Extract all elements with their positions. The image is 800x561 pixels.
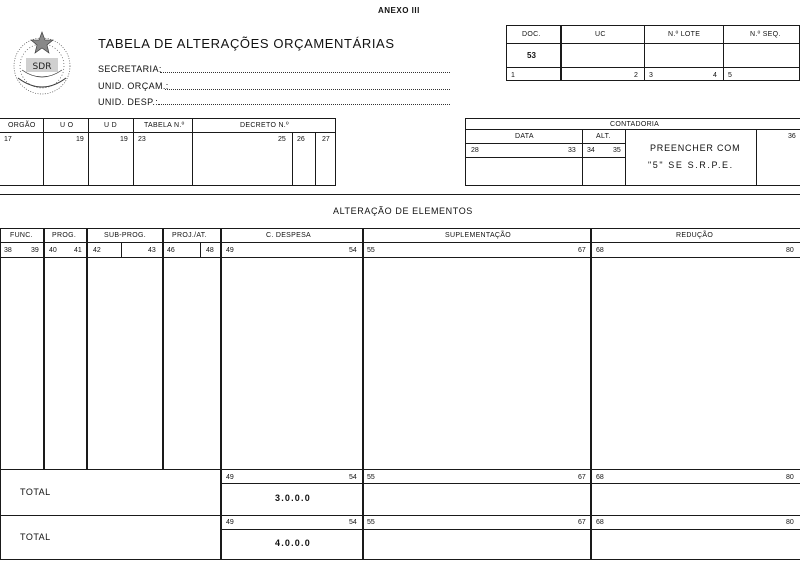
field-number: 3 [649,72,653,79]
field-number: 55 [367,247,375,254]
unid-orcam-label: UNID. ORÇAM.: [98,81,169,91]
prog-header: PROG. [52,232,77,239]
field-number: 48 [206,247,214,254]
field-number: 40 [49,247,57,254]
func-header: FUNC. [10,232,33,239]
field-number: 42 [93,247,101,254]
total-label-1: TOTAL [20,487,51,497]
unid-desp-line[interactable] [158,104,450,105]
form-title: TABELA DE ALTERAÇÕES ORÇAMENTÁRIAS [98,36,395,51]
coat-of-arms-emblem [4,26,80,102]
field-number: 54 [349,474,357,481]
field-number: 54 [349,247,357,254]
field-number: 19 [76,136,84,143]
suplementacao-header: SUPLEMENTAÇÃO [445,232,512,239]
field-number: 36 [788,133,796,140]
cdespesa-header: C. DESPESA [266,232,312,239]
field-number: 54 [349,519,357,526]
svg-text:SDR: SDR [32,62,52,72]
orgao-header: ORGÃO [8,122,36,129]
seq-header: N.º SEQ. [750,31,781,38]
field-number: 1 [511,72,515,79]
field-number: 67 [578,247,586,254]
field-number: 2 [634,72,638,79]
field-number: 80 [786,247,794,254]
subprog-header: SUB-PROG. [104,232,146,239]
ud-header: U D [104,122,117,129]
field-number: 43 [148,247,156,254]
unid-desp-label: UNID. DESP.: [98,97,159,107]
field-number: 35 [613,147,621,154]
field-number: 67 [578,474,586,481]
elementos-title: ALTERAÇÃO DE ELEMENTOS [333,206,473,216]
field-number: 49 [226,519,234,526]
projat-header: PROJ./AT. [172,232,207,239]
field-number: 28 [471,147,479,154]
field-number: 80 [786,474,794,481]
alt-header: ALT. [596,133,611,140]
unid-orcam-line[interactable] [165,89,450,90]
uo-header: U O [60,122,74,129]
field-number: 39 [31,247,39,254]
secretaria-line[interactable] [160,72,450,73]
field-number: 27 [322,136,330,143]
field-number: 33 [568,147,576,154]
field-number: 67 [578,519,586,526]
decreto-header: DECRETO N.º [240,122,289,129]
field-number: 68 [596,247,604,254]
doc-value: 53 [527,51,536,60]
field-number: 34 [587,147,595,154]
field-number: 41 [74,247,82,254]
field-number: 55 [367,474,375,481]
tabela-header: TABELA N.º [144,122,185,129]
field-number: 26 [297,136,305,143]
field-number: 49 [226,474,234,481]
field-number: 46 [167,247,175,254]
field-number: 23 [138,136,146,143]
doc-header: DOC. [522,31,541,38]
field-number: 5 [728,72,732,79]
secretaria-label: SECRETARIA: [98,64,162,74]
uc-header: UC [595,31,606,38]
total-label-2: TOTAL [20,532,51,542]
anexo-label: ANEXO III [378,6,420,15]
lote-header: N.º LOTE [668,31,701,38]
note-line1: PREENCHER COM [650,143,741,153]
total-value-2: 4.0.0.0 [275,538,311,548]
field-number: 68 [596,519,604,526]
field-number: 38 [4,247,12,254]
field-number: 55 [367,519,375,526]
field-number: 80 [786,519,794,526]
field-number: 25 [278,136,286,143]
field-number: 17 [4,136,12,143]
note-line2: "5" SE S.R.P.E. [648,160,734,170]
data-header: DATA [515,133,534,140]
field-number: 68 [596,474,604,481]
contadoria-header: CONTADORIA [610,121,660,128]
total-value-1: 3.0.0.0 [275,493,311,503]
field-number: 19 [120,136,128,143]
field-number: 49 [226,247,234,254]
field-number: 4 [713,72,717,79]
reducao-header: REDUÇÃO [676,232,714,239]
